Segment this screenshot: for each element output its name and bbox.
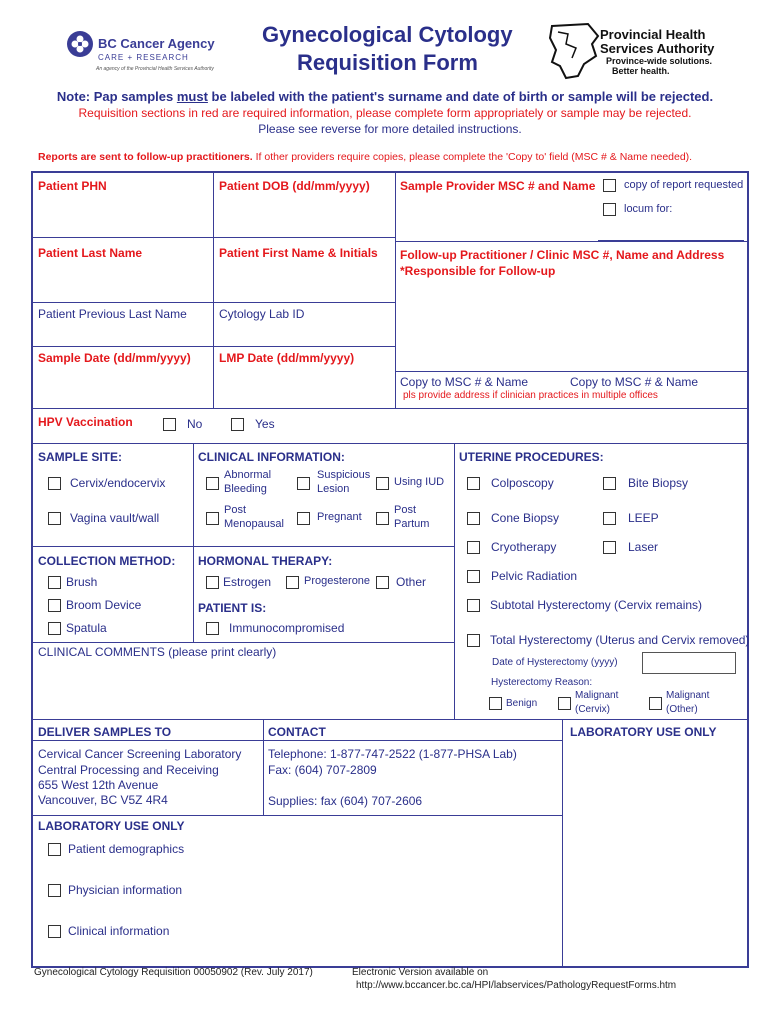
post-partum-label-2: Partum	[394, 518, 430, 530]
locum-for-checkbox[interactable]	[603, 203, 616, 216]
malignant-cervix-label-2: (Cervix)	[575, 704, 610, 715]
benign-checkbox[interactable]	[489, 697, 502, 710]
agency-tag: An agency of the Provincial Health Services Authority	[96, 66, 214, 72]
footer-right-2: http://www.bccancer.bc.ca/HPI/labservices/PathologyRequestForms.htm	[356, 980, 677, 991]
reverse-line: Please see reverse for more detailed instructions.	[258, 122, 522, 136]
followup-label-1: Follow-up Practitioner / Clinic MSC #, Name and Address	[400, 248, 725, 262]
deliver-line2: Central Processing and Receiving	[38, 763, 219, 777]
flower-icon	[67, 31, 93, 57]
subtotal-hyst-checkbox[interactable]	[467, 599, 480, 612]
cone-biopsy-label: Cone Biopsy	[491, 511, 560, 525]
cytology-lab-id-label: Cytology Lab ID	[219, 307, 305, 321]
estrogen-checkbox[interactable]	[206, 576, 219, 589]
clinical-info-heading: CLINICAL INFORMATION:	[198, 450, 345, 464]
sample-site-heading: SAMPLE SITE:	[38, 450, 123, 464]
abnormal-label-2: Bleeding	[224, 483, 267, 495]
brush-checkbox[interactable]	[48, 576, 61, 589]
phsa-tag2: Better health.	[612, 66, 670, 76]
hpv-yes-label: Yes	[255, 417, 275, 431]
locum-underline	[598, 240, 744, 241]
copy-of-report-checkbox[interactable]	[603, 179, 616, 192]
estrogen-label: Estrogen	[223, 575, 272, 589]
reports-red: Reports are sent to follow-up practitioners.	[38, 151, 253, 163]
abnormal-label-1: Abnormal	[224, 469, 272, 481]
malignant-other-label-1: Malignant	[666, 690, 710, 701]
physician-checkbox[interactable]	[48, 884, 61, 897]
post-meno-label-2: Menopausal	[224, 518, 284, 530]
pregnant-label: Pregnant	[317, 511, 362, 523]
hpv-no-label: No	[187, 417, 203, 431]
page-title-line1: Gynecological Cytology	[262, 22, 513, 47]
note-suffix: be labeled with the patient's surname and date of birth or sample will be rejected.	[207, 89, 714, 104]
reports-rest: If other providers require copies, please complete the 'Copy to' field (MSC # & Name needed).	[252, 151, 693, 163]
spatula-label: Spatula	[66, 621, 107, 635]
agency-sub: CARE + RESEARCH	[98, 53, 189, 62]
benign-label: Benign	[506, 698, 538, 709]
footer-left: Gynecological Cytology Requisition 00050902 (Rev. July 2017)	[34, 967, 313, 978]
date-hyst-input[interactable]	[642, 652, 736, 674]
patient-prev-last-label: Patient Previous Last Name	[38, 307, 187, 321]
copy-to-note: pls provide address if clinician practices in multiple offices	[403, 390, 658, 401]
malignant-other-label-2: (Other)	[666, 704, 698, 715]
hpv-yes-checkbox[interactable]	[231, 418, 244, 431]
note-must: must	[176, 89, 208, 104]
deliver-line1: Cervical Cancer Screening Laboratory	[38, 747, 242, 761]
total-hyst-label: Total Hysterectomy (Uterus and Cervix removed)	[490, 633, 750, 647]
divider	[395, 241, 748, 242]
sample-date-label: Sample Date (dd/mm/yyyy)	[38, 351, 191, 365]
deliver-heading: DELIVER SAMPLES TO	[38, 725, 172, 739]
cone-biopsy-checkbox[interactable]	[467, 512, 480, 525]
clinical-comments-label: CLINICAL COMMENTS (please print clearly)	[38, 645, 277, 659]
deliver-line4: Vancouver, BC V5Z 4R4	[38, 793, 168, 807]
patient-is-heading: PATIENT IS:	[198, 601, 267, 615]
divider	[562, 719, 563, 967]
lab-use-right-heading: LABORATORY USE ONLY	[570, 725, 717, 739]
contact-fax: Fax: (604) 707-2809	[268, 763, 377, 777]
bc-map-icon	[548, 22, 600, 80]
demographics-label: Patient demographics	[68, 842, 185, 856]
divider	[32, 740, 562, 741]
cryotherapy-checkbox[interactable]	[467, 541, 480, 554]
divider	[395, 371, 748, 372]
contact-supplies: Supplies: fax (604) 707-2606	[268, 794, 423, 808]
hpv-vaccination-label: HPV Vaccination	[38, 415, 133, 429]
other-hormonal-checkbox[interactable]	[376, 576, 389, 589]
cervix-checkbox[interactable]	[48, 477, 61, 490]
collection-heading: COLLECTION METHOD:	[38, 554, 176, 568]
malignant-cervix-label-1: Malignant	[575, 690, 619, 701]
note-prefix: Note: Pap samples	[56, 89, 177, 104]
phsa-tag1: Province-wide solutions.	[606, 56, 713, 66]
divider	[263, 719, 264, 815]
laser-label: Laser	[628, 540, 659, 554]
copy-to-label-2: Copy to MSC # & Name	[570, 375, 699, 389]
divider	[32, 642, 454, 643]
lmp-date-label: LMP Date (dd/mm/yyyy)	[219, 351, 355, 365]
lab-use-bottom-heading: LABORATORY USE ONLY	[38, 819, 185, 833]
red-requirement-line: Requisition sections in red are required information, please complete form appropriately or sample may be rejected.	[78, 106, 692, 120]
leep-checkbox[interactable]	[603, 512, 616, 525]
note-line	[0, 89, 770, 104]
patient-first-name-label: Patient First Name & Initials	[219, 246, 378, 260]
page-title-line2: Requisition Form	[297, 50, 478, 75]
other-hormonal-label: Other	[396, 575, 427, 589]
post-partum-label-1: Post	[394, 504, 417, 516]
divider	[193, 443, 194, 642]
contact-heading: CONTACT	[268, 725, 326, 739]
malignant-cervix-checkbox[interactable]	[558, 697, 571, 710]
hpv-no-checkbox[interactable]	[163, 418, 176, 431]
immuno-label: Immunocompromised	[229, 621, 345, 635]
colposcopy-label: Colposcopy	[491, 476, 554, 490]
laser-checkbox[interactable]	[603, 541, 616, 554]
patient-dob-label: Patient DOB (dd/mm/yyyy)	[219, 179, 370, 193]
deliver-line3: 655 West 12th Avenue	[38, 778, 159, 792]
post-menopausal-checkbox[interactable]	[206, 512, 219, 525]
subtotal-hyst-label: Subtotal Hysterectomy (Cervix remains)	[490, 598, 703, 612]
cervix-label: Cervix/endocervix	[70, 476, 166, 490]
post-meno-label-1: Post	[224, 504, 247, 516]
using-iud-label: Using IUD	[394, 476, 445, 488]
colposcopy-checkbox[interactable]	[467, 477, 480, 490]
using-iud-checkbox[interactable]	[376, 477, 389, 490]
patient-last-name-label: Patient Last Name	[38, 246, 143, 260]
copy-to-label-1: Copy to MSC # & Name	[400, 375, 529, 389]
bite-biopsy-label: Bite Biopsy	[628, 476, 689, 490]
divider	[32, 443, 748, 444]
copy-of-report-label: copy of report requested	[624, 179, 744, 191]
hormonal-heading: HORMONAL THERAPY:	[198, 554, 333, 568]
footer-right-1: Electronic Version available on	[352, 967, 489, 978]
divider	[213, 172, 214, 408]
bite-biopsy-checkbox[interactable]	[603, 477, 616, 490]
divider	[454, 443, 455, 719]
contact-telephone: Telephone: 1-877-747-2522 (1-877-PHSA Lab)	[268, 747, 517, 761]
pelvic-radiation-checkbox[interactable]	[467, 570, 480, 583]
clinical-checkbox[interactable]	[48, 925, 61, 938]
sample-provider-label: Sample Provider MSC # and Name	[400, 179, 596, 193]
phsa-line2: Services Authority	[600, 41, 715, 56]
leep-label: LEEP	[628, 511, 659, 525]
divider	[32, 815, 562, 816]
divider	[32, 719, 748, 720]
cryotherapy-label: Cryotherapy	[491, 540, 557, 554]
phsa-line1: Provincial Health	[600, 27, 706, 42]
followup-label-2: *Responsible for Follow-up	[400, 264, 556, 278]
pelvic-radiation-label: Pelvic Radiation	[491, 569, 578, 583]
suspicious-lesion-checkbox[interactable]	[297, 477, 310, 490]
total-hyst-checkbox[interactable]	[467, 634, 480, 647]
divider	[32, 408, 748, 409]
bc-cancer-logo	[67, 31, 93, 57]
clinical-label: Clinical information	[68, 924, 170, 938]
physician-label: Physician information	[68, 883, 183, 897]
vagina-checkbox[interactable]	[48, 512, 61, 525]
uterine-heading: UTERINE PROCEDURES:	[459, 450, 604, 464]
suspicious-label-2: Lesion	[317, 483, 350, 495]
broom-label: Broom Device	[66, 598, 142, 612]
brush-label: Brush	[66, 575, 98, 589]
suspicious-label-1: Suspicious	[317, 469, 371, 481]
demographics-checkbox[interactable]	[48, 843, 61, 856]
divider	[32, 546, 454, 547]
immuno-checkbox[interactable]	[206, 622, 219, 635]
pregnant-checkbox[interactable]	[297, 512, 310, 525]
agency-name: BC Cancer Agency	[98, 36, 215, 51]
patient-phn-label: Patient PHN	[38, 179, 107, 193]
abnormal-bleeding-checkbox[interactable]	[206, 477, 219, 490]
divider	[395, 172, 396, 408]
spatula-checkbox[interactable]	[48, 622, 61, 635]
broom-checkbox[interactable]	[48, 599, 61, 612]
progesterone-label: Progesterone	[304, 575, 371, 587]
hyst-reason-label: Hysterectomy Reason:	[491, 677, 593, 688]
locum-for-label: locum for:	[624, 203, 673, 215]
vagina-label: Vagina vault/wall	[70, 511, 160, 525]
progesterone-checkbox[interactable]	[286, 576, 299, 589]
post-partum-checkbox[interactable]	[376, 512, 389, 525]
date-hyst-label: Date of Hysterectomy (yyyy)	[492, 657, 618, 668]
malignant-other-checkbox[interactable]	[649, 697, 662, 710]
reports-line	[38, 151, 692, 163]
